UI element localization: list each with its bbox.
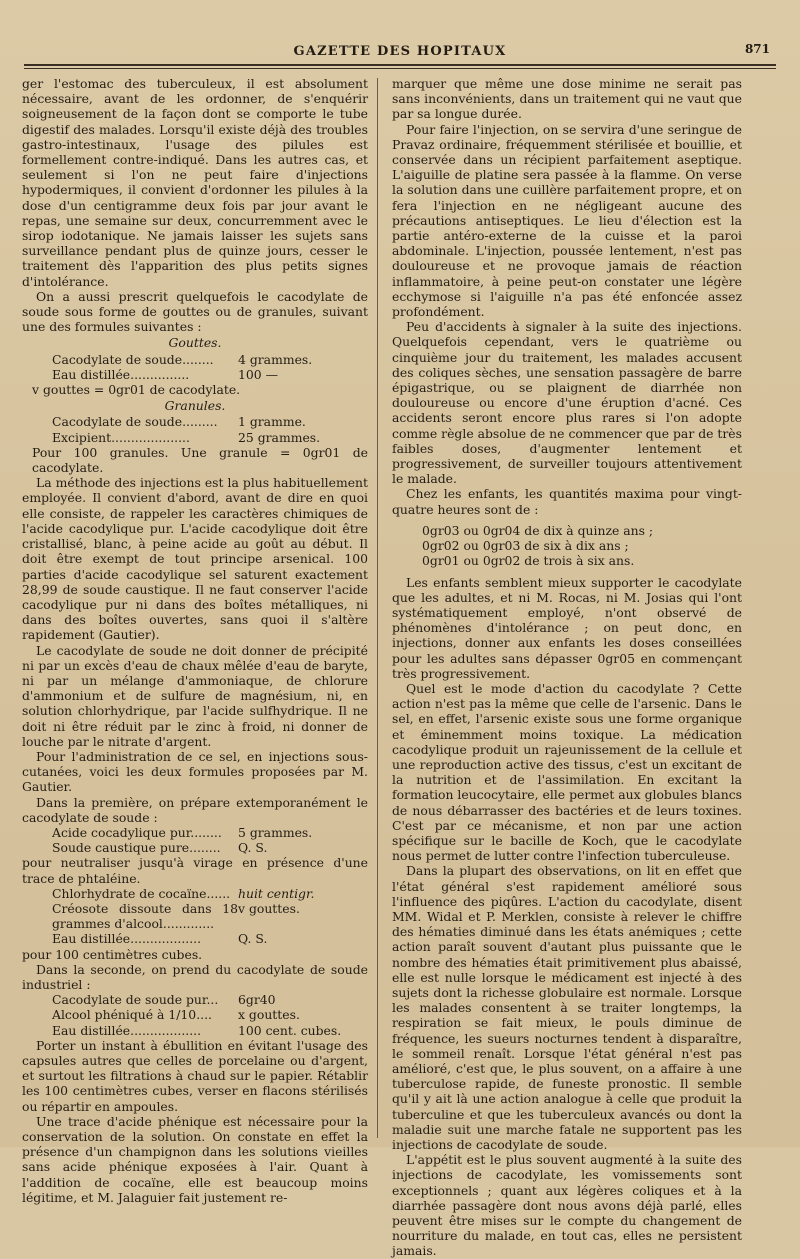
formula-note: v gouttes = 0gr01 de cacodylate. bbox=[32, 382, 241, 398]
formula-note: pour 100 centimètres cubes. bbox=[22, 946, 203, 962]
quantity: 25 grammes. bbox=[238, 429, 321, 445]
page-number: 871 bbox=[744, 42, 770, 56]
quantity: Q. S. bbox=[238, 840, 268, 856]
ingredient: Chlorhydrate de cocaïne...... bbox=[52, 885, 231, 901]
paragraph: La méthode des injections est la plus habituellement employée. Il convient d'abord, avant de dire en quoi elle consiste, de rappeler les caractères chimiques de l'acide cacodylique pur. L'acide cacodylique doit être cristallisé, blanc, à peine acide au goût au début. Il doit être exempt de tout principe arsenical. 100 parties d'acide cacodylique sel saturent exactement 28,99 de soude caustique. Il ne faut conserver l'acide cacodylique pur ni dans des boîtes métalliques, ni dans des boîtes ouvertes, sans quoi il s'altère rapidement (Gautier). bbox=[22, 475, 368, 643]
paragraph: Porter un instant à ébullition en évitant l'usage des capsules autres que celles de porcelaine ou d'argent, et surtout les filtrations à chaud sur le papier. Rétablir les 100 centimètres cubes, verser en flacons stérilisés ou répartir en ampoules. bbox=[22, 1037, 368, 1114]
formula-line bbox=[22, 414, 368, 429]
paragraph: marquer que même une dose minime ne serait pas sans inconvénients, dans un traitement qui ne vaut que par sa longue durée. bbox=[392, 76, 742, 122]
formula-line bbox=[22, 825, 368, 840]
ingredient: Eau distillée.................. bbox=[52, 931, 202, 947]
paragraph: On a aussi prescrit quelquefois le cacodylate de soude sous forme de gouttes ou de granules, suivant une des formules suivantes : bbox=[22, 288, 368, 335]
formula-line bbox=[22, 901, 368, 931]
quantity: 1 gramme. bbox=[238, 414, 306, 430]
formula-title: Gouttes. bbox=[168, 335, 222, 351]
formula-line bbox=[22, 1023, 368, 1038]
column-divider bbox=[377, 78, 378, 1138]
paragraph: Pour l'administration de ce sel, en injections sous-cutanées, voici les deux formules proposées par M. Gautier. bbox=[22, 748, 368, 795]
formula-title: Granules. bbox=[164, 398, 226, 414]
ingredient: Créosote dissoute dans 18 grammes d'alcool............. bbox=[52, 900, 238, 932]
formula-line bbox=[22, 352, 368, 367]
quantity: 6gr40 bbox=[238, 992, 276, 1008]
paragraph: Dans la première, on prépare extemporanément le cacodylate de soude : bbox=[22, 794, 368, 825]
formula-line bbox=[22, 840, 368, 855]
quantity: huit centigr. bbox=[238, 885, 315, 901]
page-header bbox=[24, 40, 776, 62]
quantity: Q. S. bbox=[238, 931, 268, 947]
dose-line: 0gr02 ou 0gr03 de six à dix ans ; bbox=[422, 538, 629, 554]
paragraph: Les enfants semblent mieux supporter le cacodylate que les adultes, et ni M. Rocas, ni M. Josias qui l'ont systématiquement employé, n'ont observé de phénomènes d'intolérance ; on peut donc, en injections, donner aux enfants les doses conseillées pour les adultes sans dépasser 0gr05 en commençant très progressivement. bbox=[392, 574, 742, 681]
formula-line bbox=[22, 430, 368, 445]
dose-line: 0gr03 ou 0gr04 de dix à quinze ans ; bbox=[422, 522, 654, 538]
ingredient: Alcool phéniqué à 1/10.... bbox=[52, 1007, 212, 1023]
ingredient: Eau distillée.................. bbox=[52, 1022, 202, 1038]
ingredient: Excipient.................... bbox=[52, 429, 190, 445]
paragraph: L'appétit est le plus souvent augmenté à la suite des injections de cacodylate, les vomissements sont exceptionnels ; quant aux légères coliques et à la diarrhée passagère dont nous avons déjà parlé, elles peuvent être mises sur le compte du changement de nourriture du malade, en tout cas, elles ne persistent jamais. bbox=[392, 1152, 742, 1259]
quantity: x gouttes. bbox=[238, 1007, 300, 1023]
formula-note: Pour 100 granules. Une granule = 0gr01 de cacodylate. bbox=[32, 444, 368, 476]
formula-note: pour neutraliser jusqu'à virage en présence d'une trace de phtaléine. bbox=[22, 855, 368, 886]
paragraph: Peu d'accidents à signaler à la suite des injections. Quelquefois cependant, vers le quatrième ou cinquième jour du traitement, les malades accusent des coliques sèches, une sensation passagère de barre épigastrique, ou se plaignent de diarrhée non douloureuse ou encore d'une éruption d'acné. Ces accidents seront encore plus rares si l'on adopte comme règle absolue de ne commencer que par de très faibles doses, d'augmenter lentement et progressivement, de surveiller toujours attentivement le malade. bbox=[392, 319, 742, 487]
formula-line bbox=[22, 886, 368, 901]
formula-line bbox=[22, 931, 368, 946]
paragraph: Chez les enfants, les quantités maxima pour vingt-quatre heures sont de : bbox=[392, 486, 742, 517]
left-column bbox=[22, 76, 368, 1205]
ingredient: Cacodylate de soude pur... bbox=[52, 992, 219, 1008]
formula-line bbox=[22, 367, 368, 382]
paragraph: Quel est le mode d'action du cacodylate ? Cette action n'est pas la même que celle de l'arsenic. Dans le sel, en effet, l'arsenic existe sous une forme organique et éminemment moins toxique. La médication cacodylique produit un rajeunissement de la cellule et une reproduction active des tissus, c'est un excitant de la nutrition et de l'assimilation. En excitant la formation leucocytaire, elle permet aux globules blancs de nous débarrasser des bactéries et de leurs toxines. C'est par ce mécanisme, et non par une action spécifique sur le bacille de Koch, que le cacodylate nous permet de lutter contre l'infection tuberculeuse. bbox=[392, 680, 742, 864]
paragraph: Le cacodylate de soude ne doit donner de précipité ni par un excès d'eau de chaux mêlée d'eau de baryte, ni par un mélange d'ammoniaque, de chlorure d'ammonium et de sulfure de magnésium, ni, en solution chlorhydrique, par l'acide sulfhydrique. Il ne doit ni être réduit par le zinc à froid, ni donner de louche par le nitrate d'argent. bbox=[22, 642, 368, 749]
ingredient: Cacodylate de soude........ bbox=[52, 351, 214, 367]
quantity: v gouttes. bbox=[238, 900, 300, 916]
ingredient: Soude caustique pure........ bbox=[52, 840, 221, 856]
right-column bbox=[392, 76, 742, 1259]
paragraph: ger l'estomac des tuberculeux, il est absolument nécessaire, avant de les ordonner, de s'enquérir soigneusement de la façon dont se comporte le tube digestif des malades. Lorsqu'il existe déjà des troubles gastro-intestinaux, l'usage des pilules est formellement contre-indiqué. Dans les autres cas, et seulement si l'on ne peut faire d'injections hypodermiques, il convient d'ordonner les pilules à la dose d'un centigramme deux fois par jour avant le repas, une semaine sur deux, concurremment avec le sirop iodotanique. Ne jamais laisser les sujets sans surveillance pendant plus de quinze jours, cesser le traitement dès l'apparition des plus petits signes d'intolérance. bbox=[22, 76, 368, 289]
journal-title: GAZETTE DES HOPITAUX bbox=[293, 44, 507, 59]
header-rule bbox=[24, 64, 776, 66]
quantity: 4 grammes. bbox=[238, 351, 313, 367]
paragraph: Une trace d'acide phénique est nécessaire pour la conservation de la solution. On constate en effet la présence d'un champignon dans les solutions vieilles sans acide phénique exposées à l'air. Quant à l'addition de cocaïne, elle est beaucoup moins légitime, et M. Jalaguier fait justement re- bbox=[22, 1113, 368, 1205]
ingredient: Acide cocadylique pur........ bbox=[52, 824, 222, 840]
quantity: 100 — bbox=[238, 366, 278, 382]
formula-line bbox=[22, 992, 368, 1007]
paragraph: Dans la seconde, on prend du cacodylate de soude industriel : bbox=[22, 961, 368, 992]
quantity: 5 grammes. bbox=[238, 824, 313, 840]
quantity: 100 cent. cubes. bbox=[238, 1022, 342, 1038]
dose-line: 0gr01 ou 0gr02 de trois à six ans. bbox=[422, 553, 635, 569]
header-rule-thin bbox=[24, 68, 776, 69]
ingredient: Eau distillée............... bbox=[52, 366, 190, 382]
paragraph: Pour faire l'injection, on se servira d'une seringue de Pravaz ordinaire, fréquemment stérilisée et bouillie, et conservée dans un récipient parfaitement aseptique. L'aiguille de platine sera passée à la flamme. On verse la solution dans une cuillère parfaitement propre, et on fera l'injection en ne négligeant aucune des précautions antiseptiques. Le lieu d'élection est la partie antéro-externe de la cuisse et la paroi abdominale. L'injection, poussée lentement, n'est pas douloureuse et ne provoque jamais de réaction inflammatoire, à peine peut-on constater une légère ecchymose si l'aiguille n'a pas été enfoncée assez profondément. bbox=[392, 121, 742, 320]
formula-line bbox=[22, 1007, 368, 1022]
paragraph: Dans la plupart des observations, on lit en effet que l'état général s'est rapidement amélioré sous l'influence des piqûres. L'action du cacodylate, disent MM. Widal et P. Merklen, consiste à relever le chiffre des hématies diminué dans les états anémiques ; cette action paraît souvent d'autant plus puissante que le nombre des hématies était primitivement plus abaissé, elle est nulle lorsque le médicament est injecté à des sujets dont la richesse globulaire est normale. Lorsque les malades consentent à se traiter longtemps, la respiration se fait mieux, le pouls diminue de fréquence, les sueurs nocturnes tendent à disparaître, le sommeil renaît. Lorsque l'état général n'est pas amélioré, c'est que, le plus souvent, on a affaire à une tuberculose rapide, de funeste pronostic. Il semble qu'il y ait là une action analogue à celle que produit la tuberculine et que les tuberculeux avancés ou dont la maladie suit une marche fatale ne supportent pas les injections de cacodylate de soude. bbox=[392, 863, 742, 1153]
ingredient: Cacodylate de soude......... bbox=[52, 414, 218, 430]
